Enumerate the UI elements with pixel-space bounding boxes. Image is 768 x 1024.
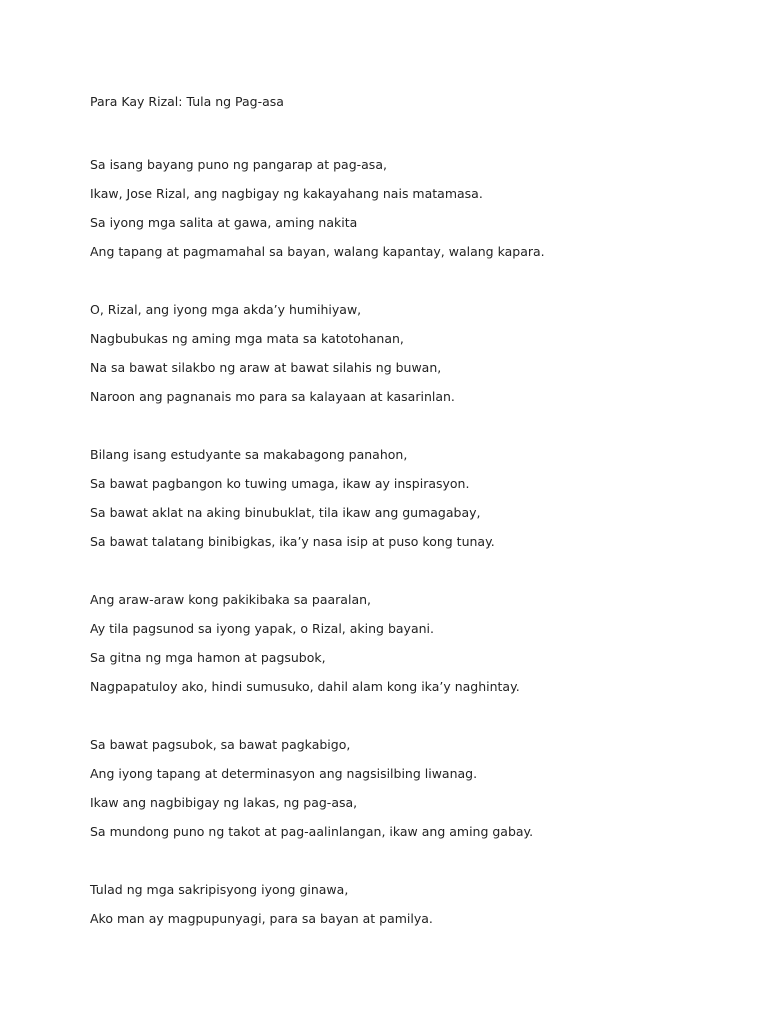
stanza-4	[90, 585, 730, 701]
poem-line: Sa bawat pagbangon ko tuwing umaga, ikaw ay inspirasyon.	[90, 476, 470, 491]
poem-line: Sa mundong puno ng takot at pag-aalinlangan, ikaw ang aming gabay.	[90, 824, 534, 839]
stanza-5	[90, 730, 730, 846]
poem-line: Tulad ng mga sakripisyong iyong ginawa,	[90, 882, 349, 897]
poem-page	[90, 92, 730, 962]
poem-line: Naroon ang pagnanais mo para sa kalayaan at kasarinlan.	[90, 389, 455, 404]
stanza-2	[90, 295, 730, 411]
poem-line: Na sa bawat silakbo ng araw at bawat silahis ng buwan,	[90, 360, 442, 375]
stanza-1	[90, 150, 730, 266]
poem-title: Para Kay Rizal: Tula ng Pag-asa	[90, 94, 284, 109]
poem-line: Ay tila pagsunod sa iyong yapak, o Rizal, aking bayani.	[90, 621, 434, 636]
stanza-6	[90, 875, 730, 933]
poem-line: Sa iyong mga salita at gawa, aming nakita	[90, 215, 358, 230]
poem-line: Ikaw ang nagbibigay ng lakas, ng pag-asa,	[90, 795, 358, 810]
poem-line: Nagpapatuloy ako, hindi sumusuko, dahil alam kong ika’y naghintay.	[90, 679, 520, 694]
poem-line: Ang tapang at pagmamahal sa bayan, walang kapantay, walang kapara.	[90, 244, 545, 259]
poem-line: Ako man ay magpupunyagi, para sa bayan at pamilya.	[90, 911, 433, 926]
poem-line: Nagbubukas ng aming mga mata sa katotohanan,	[90, 331, 404, 346]
poem-line: Ang iyong tapang at determinasyon ang nagsisilbing liwanag.	[90, 766, 478, 781]
stanza-3	[90, 440, 730, 556]
poem-line: Sa isang bayang puno ng pangarap at pag-asa,	[90, 157, 387, 172]
poem-line: Bilang isang estudyante sa makabagong panahon,	[90, 447, 408, 462]
poem-line: O, Rizal, ang iyong mga akda’y humihiyaw,	[90, 302, 362, 317]
poem-line: Sa gitna ng mga hamon at pagsubok,	[90, 650, 326, 665]
poem-line: Sa bawat talatang binibigkas, ika’y nasa isip at puso kong tunay.	[90, 534, 495, 549]
poem-line: Ang araw-araw kong pakikibaka sa paaralan,	[90, 592, 371, 607]
poem-line: Ikaw, Jose Rizal, ang nagbigay ng kakayahang nais matamasa.	[90, 186, 483, 201]
poem-line: Sa bawat aklat na aking binubuklat, tila ikaw ang gumagabay,	[90, 505, 481, 520]
poem-line: Sa bawat pagsubok, sa bawat pagkabigo,	[90, 737, 351, 752]
